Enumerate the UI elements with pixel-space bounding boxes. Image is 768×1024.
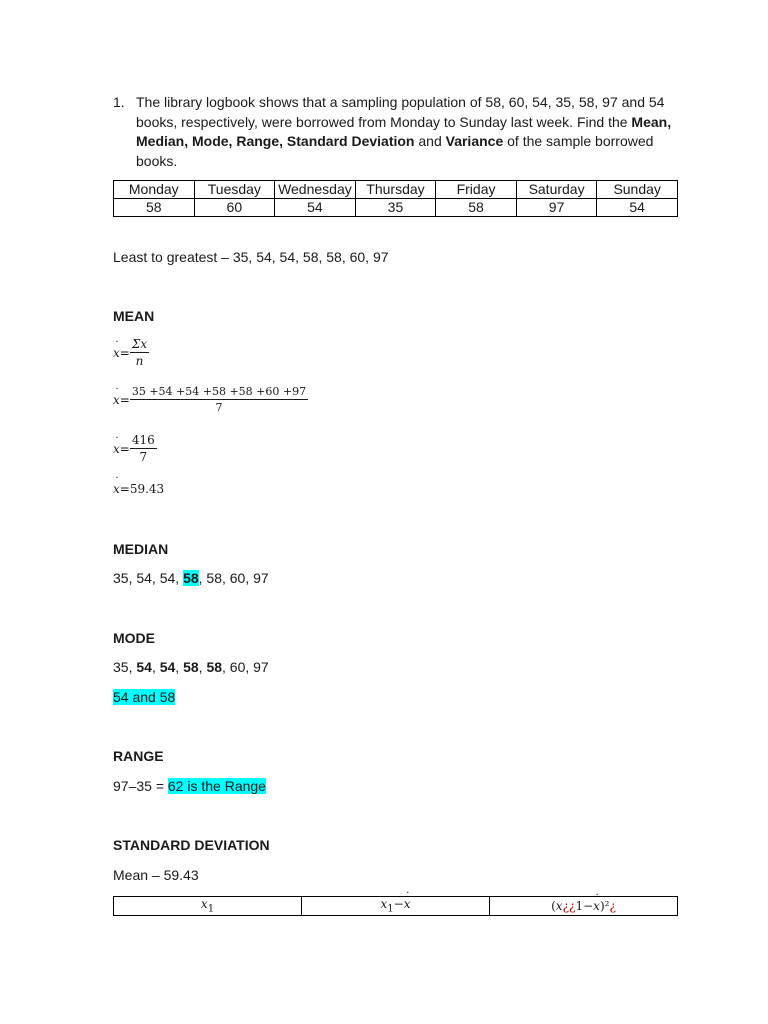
- table-cell: [302, 897, 490, 916]
- x-bar-symbol: ˙ x: [113, 442, 120, 456]
- mode-value: 35,: [113, 659, 137, 675]
- mean-heading: MEAN: [113, 308, 155, 324]
- fraction-denominator: 7: [139, 450, 148, 464]
- sorted-values: Least to greatest – 35, 54, 54, 58, 58, 60, 97: [113, 249, 389, 265]
- mode-separator: ,: [151, 659, 160, 675]
- mean-formula: [113, 337, 149, 368]
- mean-substitution: [113, 385, 308, 414]
- mode-values: [113, 659, 269, 675]
- table-cell: Friday: [436, 181, 517, 199]
- question-bold-terms: Mean, Median, Mode, Range, Standard Deviation: [136, 113, 672, 149]
- table-cell: Wednesday: [275, 181, 356, 199]
- subscript: 1: [207, 903, 215, 915]
- x-symbol: x: [200, 897, 208, 912]
- x-bar-symbol: ˙ x: [113, 346, 120, 360]
- x-symbol: x: [380, 897, 388, 912]
- equals-sign: =: [119, 345, 130, 360]
- mode-separator: ,: [198, 659, 207, 675]
- mean-sum: [113, 433, 157, 464]
- sd-heading: STANDARD DEVIATION: [113, 837, 270, 853]
- table-cell: 54: [597, 199, 678, 217]
- mode-value-bold: 54: [136, 659, 152, 675]
- table-cell: 58: [436, 199, 517, 217]
- mode-heading: MODE: [113, 630, 155, 646]
- question-text: [136, 93, 673, 171]
- table-cell: 58: [114, 199, 195, 217]
- median-values-after: , 58, 60, 97: [198, 570, 269, 586]
- range-line: [113, 778, 266, 794]
- borrowed-books-table: [113, 180, 678, 217]
- table-cell: 97: [516, 199, 597, 217]
- fraction-denominator: n: [135, 354, 144, 368]
- table-cell: Monday: [114, 181, 195, 199]
- subscript: 1: [387, 903, 394, 915]
- mode-answer-highlight: 54 and 58: [113, 689, 176, 705]
- table-header-row: [114, 181, 678, 199]
- table-cell: 35: [355, 199, 436, 217]
- range-heading: RANGE: [113, 748, 164, 764]
- mode-answer: [113, 689, 175, 705]
- median-values-before: 35, 54, 54,: [113, 570, 184, 586]
- table-cell: Saturday: [516, 181, 597, 199]
- mode-value-bold: 54: [159, 659, 176, 675]
- mode-value: , 60, 97: [222, 659, 269, 675]
- table-cell: 60: [194, 199, 275, 217]
- table-cell: Sunday: [597, 181, 678, 199]
- x-bar-symbol: ˙ x: [404, 897, 411, 911]
- x-bar-symbol: ˙ x: [113, 482, 120, 496]
- table-row: [114, 199, 678, 217]
- question-number: 1.: [113, 94, 125, 110]
- fraction-numerator: 35 +54 +54 +58 +58 +60 +97: [131, 385, 307, 398]
- x-bar-symbol: ˙ x: [593, 899, 600, 913]
- sd-mean-line: Mean – 59.43: [113, 867, 199, 883]
- median-values: [113, 570, 269, 586]
- broken-glyph: ¿: [609, 899, 616, 913]
- table-cell: Thursday: [355, 181, 436, 199]
- question-1: [113, 93, 673, 171]
- median-highlight: 58: [183, 570, 199, 586]
- range-answer-highlight: 62 is the Range: [167, 778, 266, 794]
- table-header-row: [114, 897, 678, 916]
- table-cell: 54: [275, 199, 356, 217]
- table-cell: [114, 897, 302, 916]
- equals-sign: =: [119, 392, 130, 407]
- minus-sign: −: [393, 897, 404, 912]
- paren: (: [551, 899, 556, 913]
- table-cell: [490, 897, 678, 916]
- formula-part: )²: [599, 899, 610, 913]
- equals-sign: =: [119, 441, 130, 456]
- mode-value-bold: 58: [206, 659, 223, 675]
- mean-value: =59.43: [119, 482, 165, 496]
- formula-part: 1−: [575, 899, 594, 913]
- fraction-numerator: 416: [131, 433, 155, 447]
- fraction-numerator: Σx: [131, 337, 148, 351]
- range-calculation: 97–35 =: [113, 778, 168, 794]
- fraction-denominator: 7: [215, 401, 223, 414]
- question-text-part: The library logbook shows that a sampling population of 58, 60, 54, 35, 58, 97 and 54 books, respectively, were borrowed from Monday to Sunday last week. Find the: [136, 94, 665, 130]
- mean-result: [113, 482, 164, 496]
- question-text-part: and: [414, 133, 446, 149]
- sd-table: [113, 896, 678, 916]
- question-bold-variance: Variance: [445, 133, 504, 149]
- table-cell: Tuesday: [194, 181, 275, 199]
- x-symbol: x: [555, 899, 563, 913]
- x-bar-symbol: ˙ x: [113, 393, 120, 407]
- mode-value-bold: 58: [183, 659, 199, 675]
- mode-separator: ,: [175, 659, 184, 675]
- broken-glyph: ¿¿: [562, 899, 576, 913]
- question-text-part: of the sample borrowed books.: [136, 133, 654, 169]
- median-heading: MEDIAN: [113, 541, 169, 557]
